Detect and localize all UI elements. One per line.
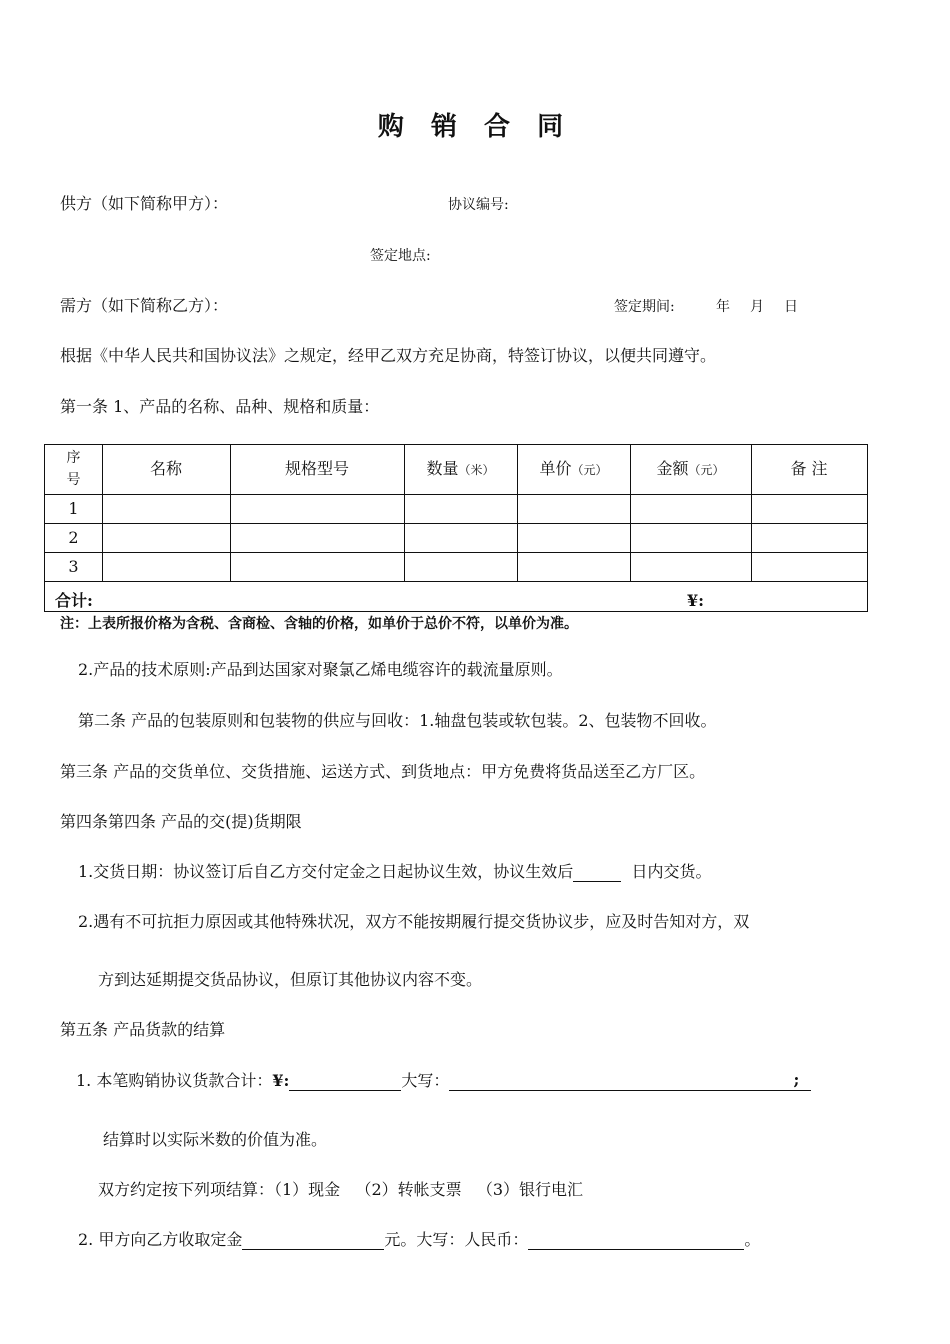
table-row-divider — [45, 552, 867, 553]
total-amount-blank[interactable] — [289, 1072, 401, 1091]
header-seq-line2: 号 — [66, 472, 81, 488]
header-price — [517, 459, 630, 480]
article5-deposit-part2: 元。大写：人民币： — [384, 1230, 529, 1249]
header-remark: 备 注 — [790, 459, 828, 478]
article1-technical-standard: 2.产品的技术原则:产品到达国家对聚氯乙烯电缆容许的载流量原则。 — [78, 660, 563, 679]
header-qty-text: 数量 — [426, 459, 459, 478]
article3-delivery: 第三条 产品的交货单位、交货措施、运送方式、到货地点：甲方免费将货品送至乙方厂区。 — [60, 762, 706, 781]
agreement-no-label: 协议编号: — [448, 197, 509, 213]
date-year: 年 — [716, 299, 730, 315]
intro-paragraph: 根据《中华人民共和国协议法》之规定，经甲乙双方充足协商，特签订协议，以便共同遵守。 — [60, 346, 717, 365]
header-name: 名称 — [149, 459, 182, 478]
article5-heading: 第五条 产品货款的结算 — [60, 1020, 226, 1039]
table-row-divider — [45, 581, 867, 582]
article5-deposit-end: 。 — [744, 1230, 761, 1249]
delivery-days-blank[interactable] — [573, 863, 621, 882]
table-row-seq-3: 3 — [68, 557, 79, 576]
header-price-unit: （元） — [571, 463, 608, 477]
total-currency: ¥: — [687, 591, 718, 612]
contract-title: 购 销 合 同 — [377, 112, 573, 142]
article4-force-majeure-line1: 2.遇有不可抗拒力原因或其他特殊状况，双方不能按期履行提交货协议步，应及时告知对方，双 — [78, 912, 750, 931]
buyer-label: 需方（如下简称乙方）： — [60, 296, 229, 315]
table-row-divider — [45, 494, 867, 495]
total-amount-words-blank[interactable] — [449, 1072, 811, 1091]
header-seq-line1: 序 — [66, 450, 81, 466]
header-amount — [630, 459, 751, 480]
article5-payment-methods: 双方约定按下列项结算：（1）现金 （2）转帐支票 （3）银行电汇 — [98, 1180, 584, 1199]
article2-packaging: 第二条 产品的包装原则和包装物的供应与回收：1.轴盘包装或软包装。2、包装物不回收。 — [78, 711, 717, 730]
article1-heading: 第一条 1、产品的名称、品种、规格和质量： — [60, 397, 380, 416]
header-qty — [404, 459, 517, 480]
article4-delivery-date — [78, 862, 711, 882]
article5-total-currency: ¥: — [272, 1071, 290, 1090]
table-row-divider — [45, 523, 867, 524]
product-table — [44, 444, 868, 612]
deposit-words-blank[interactable] — [528, 1231, 744, 1250]
header-amount-text: 金额 — [656, 459, 689, 478]
date-month: 月 — [750, 299, 764, 315]
article4-heading: 第四条第四条 产品的交(提)货期限 — [60, 812, 302, 831]
header-price-text: 单价 — [539, 459, 572, 478]
article5-total-payment — [76, 1071, 811, 1091]
sign-place-label: 签定地点: — [370, 248, 431, 264]
header-qty-unit: （米） — [458, 463, 495, 477]
article5-semicolon: ; — [793, 1070, 800, 1089]
article5-total-label: 1. 本笔购销协议货款合计： — [76, 1071, 273, 1090]
header-amount-unit: （元） — [688, 463, 725, 477]
table-row-seq-2: 2 — [68, 528, 79, 547]
article4-force-majeure-line2: 方到达延期提交货品协议，但原订其他协议内容不变。 — [98, 970, 483, 989]
total-label: 合计: — [55, 591, 93, 610]
header-spec: 规格型号 — [284, 459, 349, 478]
article4-delivery-date-part1: 1.交货日期：协议签订后自乙方交付定金之日起协议生效，协议生效后 — [78, 862, 574, 881]
table-row-seq-1: 1 — [68, 499, 79, 518]
article4-delivery-date-part2: 日内交货。 — [631, 862, 712, 881]
article5-settlement-basis: 结算时以实际米数的价值为准。 — [103, 1130, 328, 1149]
date-day: 日 — [784, 299, 798, 315]
article5-deposit — [78, 1230, 760, 1250]
sign-date-label: 签定期间: — [614, 299, 675, 315]
deposit-amount-blank[interactable] — [242, 1231, 384, 1250]
article5-daxie-label: 大写： — [401, 1071, 450, 1090]
supplier-label: 供方（如下简称甲方）： — [60, 194, 229, 213]
article5-deposit-part1: 2. 甲方向乙方收取定金 — [78, 1230, 243, 1249]
table-note: 注：上表所报价格为含税、含商检、含轴的价格，如单价于总价不符，以单价为准。 — [60, 616, 578, 632]
